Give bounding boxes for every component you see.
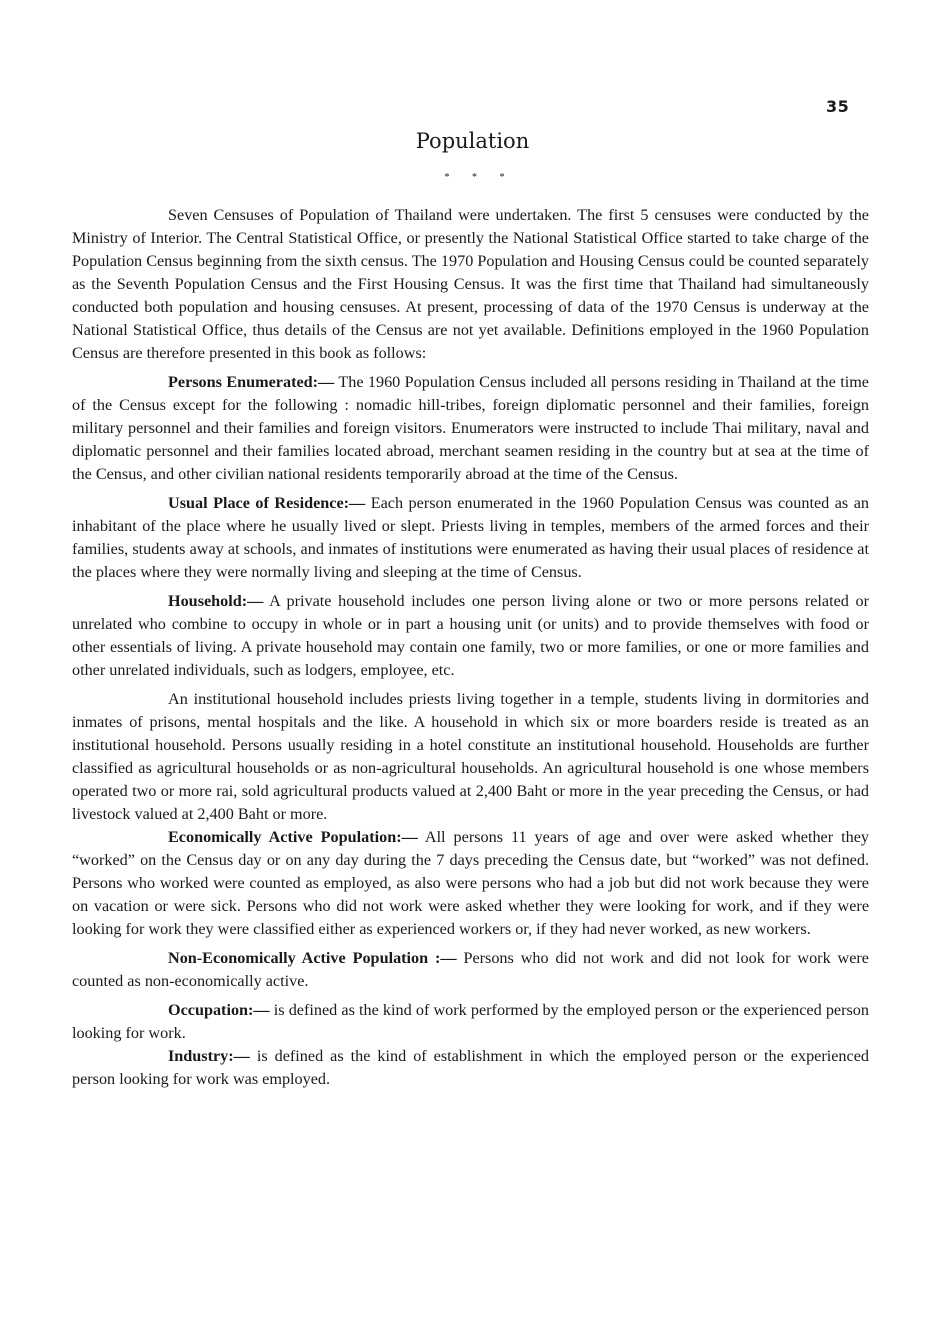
definition-term: Usual Place of Residence:— xyxy=(168,494,366,512)
definition-term: Economically Active Population:— xyxy=(168,828,418,846)
paragraph-persons-enumerated xyxy=(72,371,869,486)
definition-term: Non-Economically Active Population :— xyxy=(168,949,457,967)
paragraph-text: Seven Censuses of Population of Thailand were undertaken. The first 5 censuses were conducted by the Ministry of Interior. The Central Statistical Office, or presently the National Statistical Office started to take charge of the Population Census beginning from the sixth census. The 1970 Population and Housing Census could be counted separately as the Seventh Population Census and the First Housing Census. It was the first time that Thailand had simultaneously conducted both population and housing censuses. At present, processing of data of the 1970 Census is underway at the National Statistical Office, thus details of the Census are not yet available. Definitions employed in the 1960 Population Census are therefore presented in this book as follows: xyxy=(72,206,869,362)
page-number: 35 xyxy=(826,97,850,116)
paragraph-institutional-household xyxy=(72,688,869,826)
definition-term: Persons Enumerated:— xyxy=(168,373,335,391)
paragraph-economically-active-population xyxy=(72,826,869,941)
definition-text: The 1960 Population Census included all persons residing in Thailand at the time of the Census except for the following : nomadic hill-tribes, foreign diplomatic personnel and their families, foreign military personnel and their families and foreign visitors. Enumerators were instructed to include Thai military, naval and diplomatic personnel and their families located abroad, merchant seamen residing in the country but at sea at the time of the Census, and other civilian national residents temporarily abroad at the time of the Census. xyxy=(72,373,869,483)
paragraph-household xyxy=(72,590,869,682)
body-text xyxy=(72,204,869,1091)
definition-text: All persons 11 years of age and over were asked whether they “worked” on the Census day or on any day during the 7 days preceding the Census date, but “worked” was not defined. Persons who worked were counted as employed, as also were persons who had a job but did not work because they were on vacation or were sick. Persons who did not work were asked whether they were looking for work, and if they were looking for work they were classified either as experienced workers or, if they had never worked, as new workers. xyxy=(72,828,869,938)
definition-text: is defined as the kind of establishment in which the employed person or the experienced person looking for work was employed. xyxy=(72,1047,869,1088)
page-title: Population xyxy=(415,129,530,153)
definition-text: Persons who did not work and did not look for work were counted as non-economically active. xyxy=(72,949,869,990)
paragraph-non-economically-active-population xyxy=(72,947,869,993)
separator-star: * xyxy=(499,172,505,183)
separator-star: * xyxy=(444,172,450,183)
paragraph-usual-place-of-residence xyxy=(72,492,869,584)
paragraph-text: An institutional household includes priests living together in a temple, students living in dormitories and inmates of prisons, mental hospitals and the like. A household in which six or more boarders reside is treated as an institutional household. Persons usually residing in a hotel constitute an institutional household. Households are further classified as agricultural households or as non-agricultural households. An agricultural household is one whose members operated two or more rai, sold agricultural products valued at 2,400 Baht or more in the year preceding the Census, or had livestock valued at 2,400 Baht or more. xyxy=(72,690,869,823)
paragraph-introduction xyxy=(72,204,869,365)
paragraph-industry xyxy=(72,1045,869,1091)
section-separator xyxy=(0,172,941,183)
separator-star: * xyxy=(472,172,477,183)
paragraph-occupation xyxy=(72,999,869,1045)
definition-text: Each person enumerated in the 1960 Population Census was counted as an inhabitant of the place where he usually lived or slept. Priests living in temples, members of the armed forces and their families, students away at schools, and inmates of institutions were enumerated as having their usual places of residence at the places where they were normally living and sleeping at the time of Census. xyxy=(72,494,869,581)
definition-term: Household:— xyxy=(168,592,264,610)
definition-text: A private household includes one person living alone or two or more persons related or unrelated who combine to occupy in whole or in part a housing unit (or units) and to provide themselves with food or other essentials of living. A private household may contain one family, two or more families, or one or more families and other unrelated individuals, such as lodgers, employee, etc. xyxy=(72,592,869,679)
definition-term: Industry:— xyxy=(168,1047,250,1065)
definition-text: is defined as the kind of work performed by the employed person or the experienced person looking for work. xyxy=(72,1001,869,1042)
definition-term: Occupation:— xyxy=(168,1001,270,1019)
